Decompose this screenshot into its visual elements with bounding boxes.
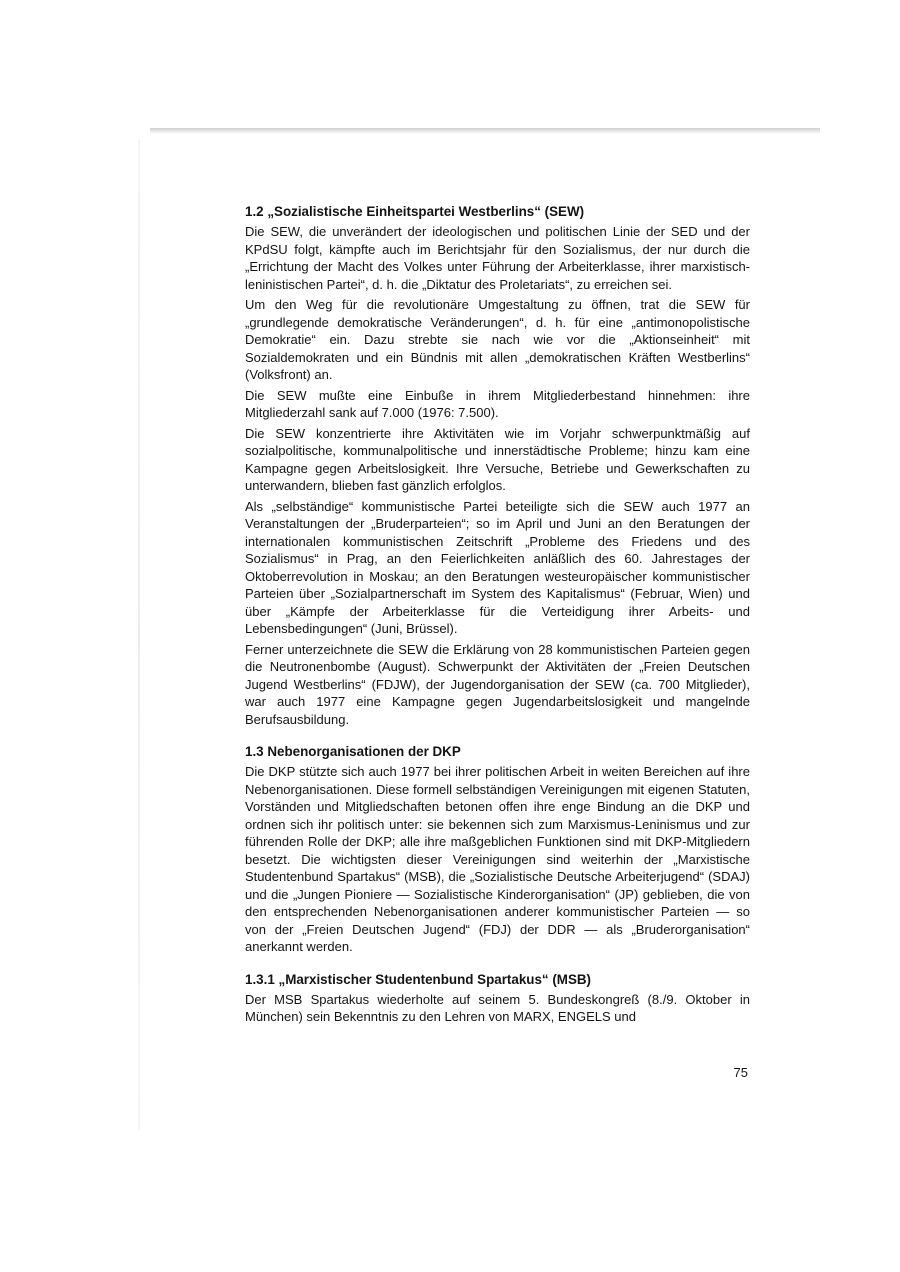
paragraph: Der MSB Spartakus wiederholte auf seinem 5. Bundeskongreß (8./9. Oktober in München) sein Bekenntnis zu den Lehren von MARX, ENGELS und	[245, 991, 750, 1024]
section-heading: 1.3 Nebenorganisationen der DKP	[245, 744, 461, 759]
section-1-3	[245, 743, 750, 956]
section-heading: 1.3.1 „Marxistischer Studentenbund Spartakus“ (MSB)	[245, 971, 591, 987]
paragraph: Als „selbständige“ kommunistische Partei beteiligte sich die SEW auch 1977 an Veranstaltungen der „Bruderparteien“; so im April und Juni an den Beratungen der internationalen kommunistischen Zeitschrift „Probleme des Friedens und des Sozialismus“ in Prag, an den Feierlichkeiten anläßlich des 60. Jahrestages der Oktoberrevolution in Moskau; an den Beratungen westeuropäischer kommunistischer Parteien über „Sozialpartnerschaft im System des Kapitalismus“ (Februar, Wien) und über „Kämpfe der Arbeiterklasse für die Verteidigung ihrer Arbeits- und Lebensbedingungen“ (Juni, Brüssel).	[245, 498, 750, 636]
paragraph: Die SEW, die unverändert der ideologischen und politischen Linie der SED und der KPdSU folgt, kämpfte auch im Berichtsjahr für den Sozialismus, der nur durch die „Errichtung der Macht des Volkes unter Führung der Arbeiterklasse, ihrer marxistisch-leninistischen Partei“, d. h. die „Diktatur des Proletariats“, zu erreichen sei.	[245, 224, 750, 292]
section-1-3-1	[245, 971, 750, 1026]
scan-edge-top	[150, 128, 820, 134]
scan-edge-left	[138, 140, 140, 1130]
section-1-2	[245, 203, 750, 728]
section-heading: 1.2 „Sozialistische Einheitspartei Westberlins“ (SEW)	[245, 204, 585, 219]
paragraph: Die SEW konzentrierte ihre Aktivitäten wie im Vorjahr schwerpunktmäßig auf sozialpolitische, kommunalpolitische und innerstädtische Probleme; hinzu kam eine Kampagne gegen Arbeitslosigkeit. Ihre Versuche, Betriebe und Gewerkschaften zu unterwandern, blieben fast gänzlich erfolglos.	[245, 425, 750, 493]
paragraph: Die DKP stützte sich auch 1977 bei ihrer politischen Arbeit in weiten Bereichen auf ihre Nebenorganisationen. Diese formell selbständigen Vereinigungen mit eigenen Statuten, Vorständen und Mitgliedschaften betonen offen ihre enge Bindung an die DKP und ordnen sich ihr politisch unter: sie bekennen sich zum Marxismus-Leninismus und zur führenden Rolle der DKP; alle ihre maßgeblichen Funktionen sind mit DKP-Mitgliedern besetzt. Die wichtigsten dieser Vereinigungen sind weiterhin der „Marxistische Studentenbund Spartakus“ (MSB), die „Sozialistische Deutsche Arbeiterjugend“ (SDAJ) und die „Jungen Pioniere — Sozialistische Kinderorganisation“ (JP) geblieben, die von den entsprechenden Nebenorganisationen anderer kommunistischer Parteien — so von der „Freien Deutschen Jugend“ (FDJ) der DDR — als „Bruderorganisation“ anerkannt werden.	[245, 764, 750, 954]
paragraph: Ferner unterzeichnete die SEW die Erklärung von 28 kommunistischen Parteien gegen die Neutronenbombe (August). Schwerpunkt der Aktivitäten der „Freien Deutschen Jugend Westberlins“ (FDJW), der Jugendorganisation der SEW (ca. 700 Mitglieder), war auch 1977 eine Kampagne gegen Jugendarbeitslosigkeit und mangelnde Berufsausbildung.	[245, 641, 750, 727]
paragraph: Um den Weg für die revolutionäre Umgestaltung zu öffnen, trat die SEW für „grundlegende demokratische Veränderungen“, d. h. für eine „antimonopolistische Demokratie“ ein. Dazu strebte sie nach wie vor die „Aktionseinheit“ mit Sozialdemokraten und ein Bündnis mit allen „demokratischen Kräften Westberlins“ (Volksfront) an.	[245, 297, 750, 382]
page-number: 75	[733, 1065, 748, 1080]
paragraph: Die SEW mußte eine Einbuße in ihrem Mitgliederbestand hinnehmen: ihre Mitgliederzahl sank auf 7.000 (1976: 7.500).	[245, 387, 750, 420]
document-page	[245, 203, 750, 1029]
